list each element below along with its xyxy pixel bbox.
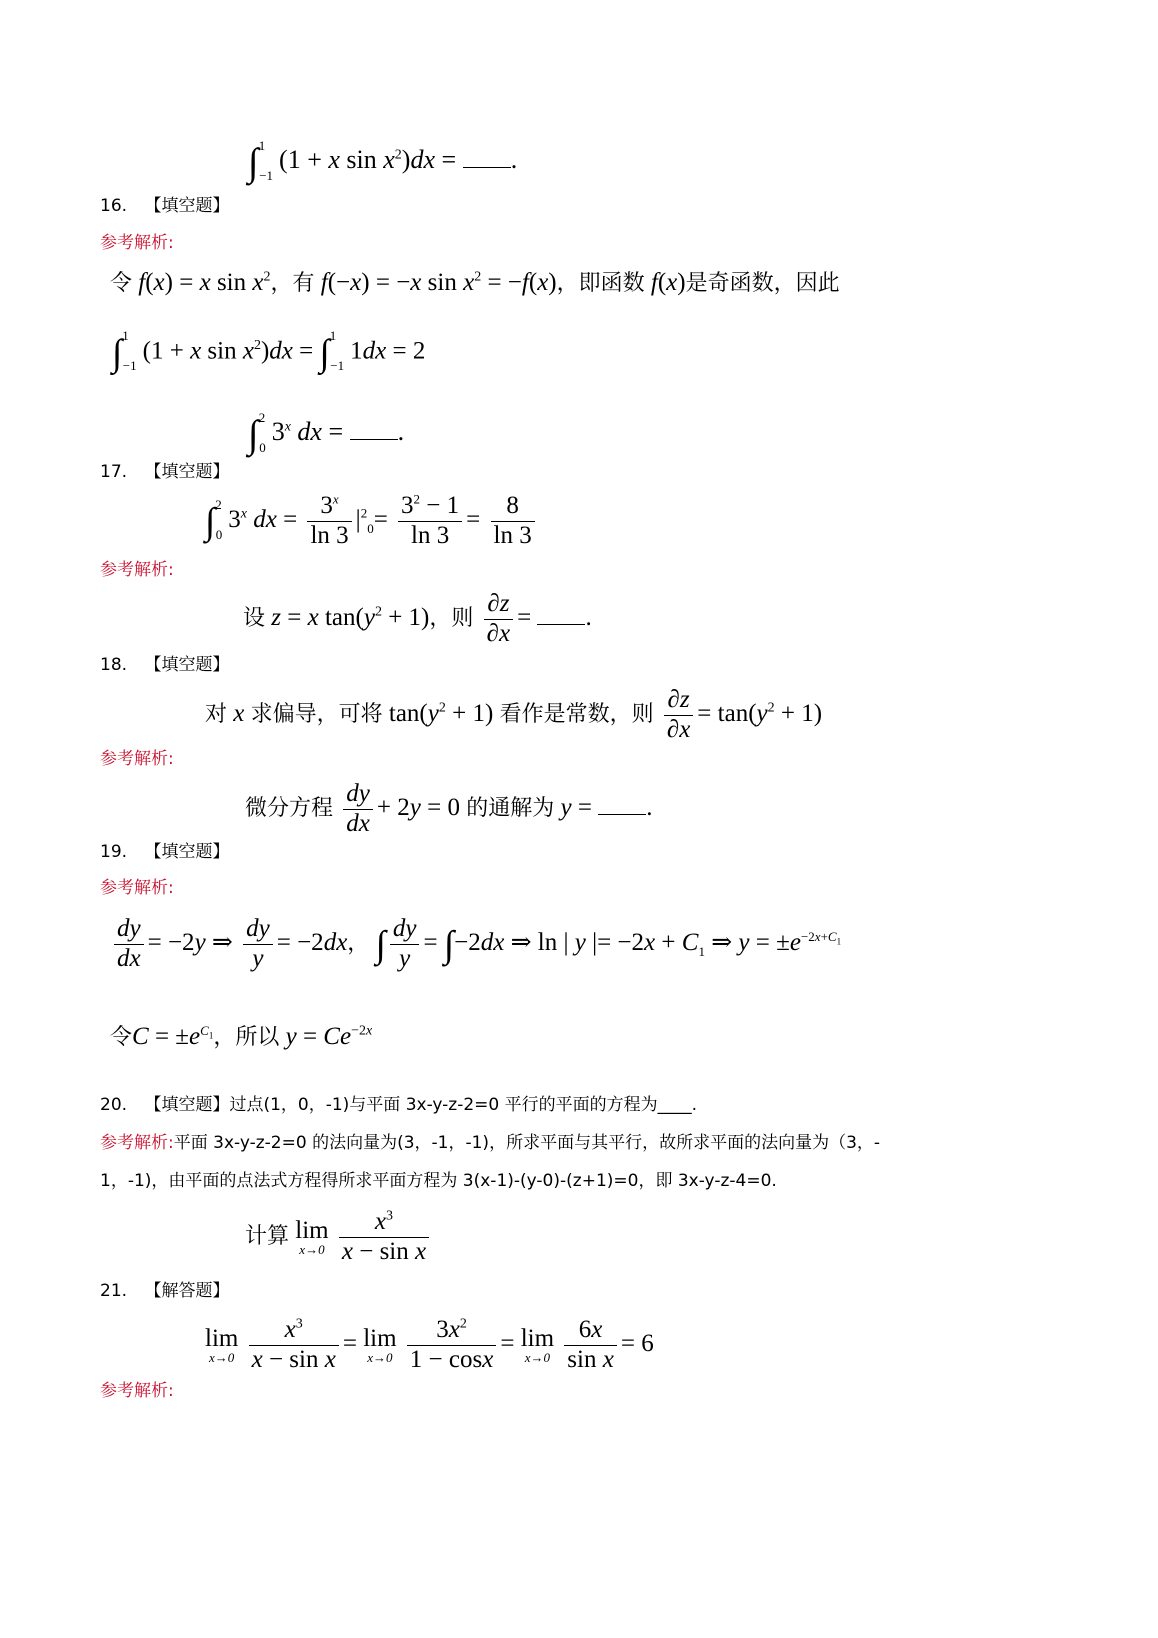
q18-number: 18. xyxy=(100,655,128,675)
q20-answer-line1: 平面 3x-y-z-2=0 的法向量为(3，-1，-1)，所求平面与其平行，故所求平面的法向量为（3，- xyxy=(173,1133,881,1153)
q17-number: 17. xyxy=(100,462,128,482)
q19-prompt-formula: 微分方程 $\frac{dy}{dx}$ + 2y = 0 的通解为 y = . xyxy=(245,780,653,837)
q19-number: 19. xyxy=(100,842,128,862)
q19-answer-label: 参考解析: xyxy=(100,878,174,898)
q19-header xyxy=(100,837,229,862)
q18-answer-label: 参考解析: xyxy=(100,749,174,769)
q18-answer-formula: 对 x 求偏导，可将 $\tan(y^2 + 1)$ 看作是常数，则 $\frac{\partial z}{\partial x}$ = $\tan(y^2 + 1)$ xyxy=(205,686,823,743)
q16-header xyxy=(100,191,229,216)
q17-answer-formula: $\int^2_03^x$ dx = $\frac{3^x}{\ln 3}$ $|^2_0=$ $\frac{3^2 - 1}{\ln 3}$ = $\frac{8}{\ln 3}$ xyxy=(205,492,539,551)
q17-prompt-formula: $\int^2_03^x$ dx = . xyxy=(248,409,405,456)
q16-prompt-formula: ∫$^1_{-1}$(1 + x $\sin x^2)dx$ = . xyxy=(248,137,518,184)
q21-prompt-formula: 计算 lim x→0 $\frac{x^3}{\text{x − sin x}}$ xyxy=(245,1208,433,1267)
q16-number: 16. xyxy=(100,196,128,216)
q20-answer-label: 参考解析: xyxy=(100,1133,174,1153)
q18-header xyxy=(100,650,229,675)
q18-prompt-formula: 设 z = x $\tan(y^2 + 1)$，则 $\frac{\partial z}{\partial x}$ = . xyxy=(243,590,592,647)
q20-answer-row1 xyxy=(100,1128,880,1153)
q17-answer-label: 参考解析: xyxy=(100,560,174,580)
q17-header xyxy=(100,457,229,482)
q20-type: 【填空题】 xyxy=(144,1095,230,1115)
q21-type: 【解答题】 xyxy=(144,1281,230,1301)
q20-header xyxy=(100,1090,697,1115)
q20-number: 20. xyxy=(100,1095,128,1115)
q19-type: 【填空题】 xyxy=(144,842,230,862)
q16-answer-line2: ∫$^1_{-1}$(1 + x $\sin x^2)dx = \int^1_{-1}1dx = 2$ xyxy=(112,328,426,374)
q20-answer-line2: 1，-1)，由平面的点法式方程得所求平面方程为 3(x-1)-(y-0)-(z+1)=0，即 3x-y-z-4=0. xyxy=(100,1171,777,1191)
q20-prompt: 过点(1，0，-1)与平面 3x-y-z-2=0 平行的平面的方程为____. xyxy=(229,1095,698,1115)
q21-number: 21. xyxy=(100,1281,128,1301)
q21-header xyxy=(100,1276,229,1301)
q17-type: 【填空题】 xyxy=(144,462,230,482)
q19-answer-line1: $\frac{dy}{dx}$ = −2y ⇒ $\frac{dy}{y}$ = −2dx， ∫ $\frac{dy}{y}$ = ∫−2dx ⇒ ln | y |= $-2x + C_1$ ⇒ $y = \pm e^{-2x+C_1}$ xyxy=(110,915,841,974)
q16-answer-label: 参考解析: xyxy=(100,233,174,253)
q19-answer-line2: 令$C = \pm e^{C_1}$，所以 $y = Ce^{-2x}$ xyxy=(110,1022,373,1050)
q18-type: 【填空题】 xyxy=(144,655,230,675)
q16-answer-line1: 令 f(x) = x $\sin x^2$，有 f(−x) = −x $\sin x^2 = -f(x)$，即函数 f(x)是奇函数，因此 xyxy=(110,269,840,296)
q16-type: 【填空题】 xyxy=(144,196,230,216)
q21-answer-label: 参考解析: xyxy=(100,1381,174,1401)
q21-answer-formula: lim x→0 $\frac{x^3}{\text{x − sin x}}$ = lim x→0 $\frac{3x^2}{1 - \cos x}$ = lim x→0 $\frac{6x}{\text{sin x}}$ = 6 xyxy=(205,1316,654,1373)
